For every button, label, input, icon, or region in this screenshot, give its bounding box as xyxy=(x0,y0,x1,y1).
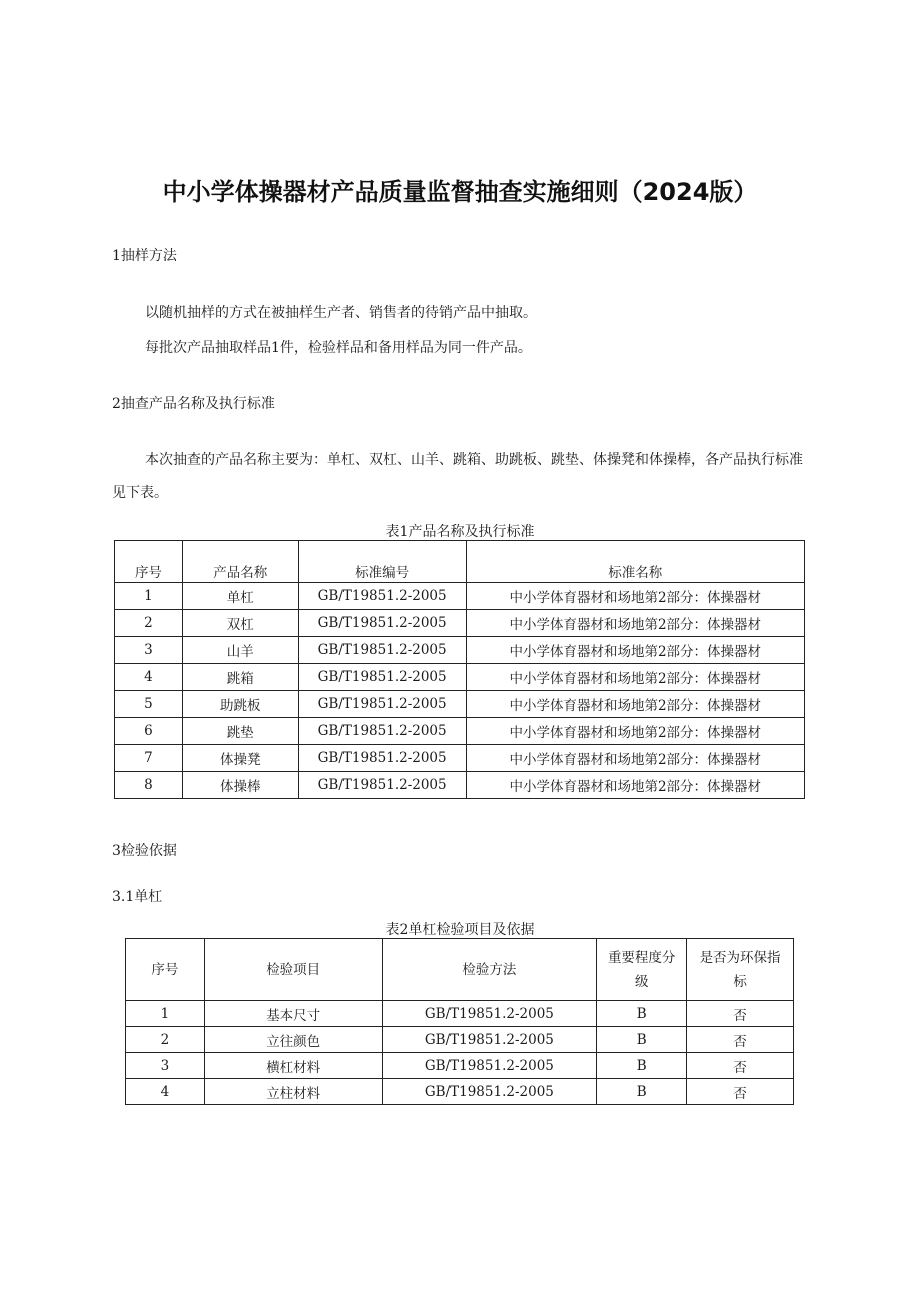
table-cell: GB/T19851.2-2005 xyxy=(382,1053,597,1079)
table-cell: 否 xyxy=(687,1001,794,1027)
section-1-heading: 1抽样方法 xyxy=(112,248,177,264)
table-cell: 中小学体育器材和场地第2部分：体操器材 xyxy=(466,583,804,610)
table-row xyxy=(115,691,805,718)
table-cell: B xyxy=(597,1027,687,1053)
table-cell: GB/T19851.2-2005 xyxy=(298,772,466,799)
table-row xyxy=(126,1053,794,1079)
table-cell: 5 xyxy=(115,691,183,718)
header-cell: 检验项目 xyxy=(204,939,382,1001)
table-row xyxy=(115,583,805,610)
page-title: 中小学体操器材产品质量监督抽查实施细则（2024版） xyxy=(162,178,758,206)
table-cell: 体操凳 xyxy=(182,745,298,772)
table-cell: 7 xyxy=(115,745,183,772)
table-cell: 2 xyxy=(126,1027,205,1053)
table-cell: 基本尺寸 xyxy=(204,1001,382,1027)
table-header-row xyxy=(115,541,805,583)
table-cell: GB/T19851.2-2005 xyxy=(298,583,466,610)
table-row xyxy=(115,718,805,745)
table-cell: 3 xyxy=(115,637,183,664)
table-cell: 跳垫 xyxy=(182,718,298,745)
table-cell: 助跳板 xyxy=(182,691,298,718)
section-2-heading: 2抽查产品名称及执行标准 xyxy=(112,396,275,412)
table-cell: 跳箱 xyxy=(182,664,298,691)
table-row xyxy=(126,1027,794,1053)
header-cell: 是否为环保指标 xyxy=(687,939,794,1001)
table-row xyxy=(115,610,805,637)
header-cell: 序号 xyxy=(115,541,183,583)
table-row xyxy=(115,772,805,799)
table-cell: B xyxy=(597,1079,687,1105)
header-cell: 产品名称 xyxy=(182,541,298,583)
paragraph: 以随机抽样的方式在被抽样生产者、销售者的待销产品中抽取。 xyxy=(145,305,537,321)
table-cell: 4 xyxy=(115,664,183,691)
table-cell: GB/T19851.2-2005 xyxy=(382,1079,597,1105)
table-cell: 3 xyxy=(126,1053,205,1079)
table-cell: GB/T19851.2-2005 xyxy=(382,1027,597,1053)
table-row xyxy=(115,745,805,772)
table-cell: 8 xyxy=(115,772,183,799)
table-cell: 6 xyxy=(115,718,183,745)
table-cell: GB/T19851.2-2005 xyxy=(298,718,466,745)
table-cell: 1 xyxy=(126,1001,205,1027)
table-row xyxy=(126,1001,794,1027)
table-cell: GB/T19851.2-2005 xyxy=(298,610,466,637)
paragraph: 本次抽查的产品名称主要为：单杠、双杠、山羊、跳箱、助跳板、跳垫、体操凳和体操棒，各产品执行标准见下表。 xyxy=(112,452,803,501)
table-cell: 否 xyxy=(687,1027,794,1053)
table-cell: 中小学体育器材和场地第2部分：体操器材 xyxy=(466,772,804,799)
table-cell: 体操棒 xyxy=(182,772,298,799)
table-cell: B xyxy=(597,1053,687,1079)
table-cell: GB/T19851.2-2005 xyxy=(298,745,466,772)
header-cell: 序号 xyxy=(126,939,205,1001)
table-cell: 中小学体育器材和场地第2部分：体操器材 xyxy=(466,691,804,718)
table-cell: 双杠 xyxy=(182,610,298,637)
table-row xyxy=(126,1079,794,1105)
table-cell: GB/T19851.2-2005 xyxy=(298,637,466,664)
header-cell: 检验方法 xyxy=(382,939,597,1001)
table-cell: 立往颜色 xyxy=(204,1027,382,1053)
table-cell: GB/T19851.2-2005 xyxy=(382,1001,597,1027)
header-cell: 标准名称 xyxy=(466,541,804,583)
table-cell: GB/T19851.2-2005 xyxy=(298,691,466,718)
section-3-1-heading: 3.1单杠 xyxy=(112,889,163,905)
table-cell: 中小学体育器材和场地第2部分：体操器材 xyxy=(466,610,804,637)
standards-table xyxy=(114,540,805,799)
table-cell: 否 xyxy=(687,1079,794,1105)
table-1-caption: 表1产品名称及执行标准 xyxy=(385,524,535,540)
table-cell: 立柱材料 xyxy=(204,1079,382,1105)
section-3-heading: 3检验依据 xyxy=(112,843,177,859)
table-row xyxy=(115,664,805,691)
inspection-table xyxy=(125,938,794,1105)
table-cell: 中小学体育器材和场地第2部分：体操器材 xyxy=(466,718,804,745)
table-cell: 1 xyxy=(115,583,183,610)
table-cell: 中小学体育器材和场地第2部分：体操器材 xyxy=(466,664,804,691)
table-cell: 否 xyxy=(687,1053,794,1079)
table-cell: 单杠 xyxy=(182,583,298,610)
table-cell: 中小学体育器材和场地第2部分：体操器材 xyxy=(466,637,804,664)
table-cell: 4 xyxy=(126,1079,205,1105)
header-cell: 标准编号 xyxy=(298,541,466,583)
table-cell: 2 xyxy=(115,610,183,637)
table-cell: 山羊 xyxy=(182,637,298,664)
table-row xyxy=(115,637,805,664)
table-cell: 中小学体育器材和场地第2部分：体操器材 xyxy=(466,745,804,772)
table-cell: 横杠材料 xyxy=(204,1053,382,1079)
table-cell: GB/T19851.2-2005 xyxy=(298,664,466,691)
table-cell: B xyxy=(597,1001,687,1027)
table-header-row xyxy=(126,939,794,1001)
paragraph: 每批次产品抽取样品1件，检验样品和备用样品为同一件产品。 xyxy=(145,340,532,356)
table-2-caption: 表2单杠检验项目及依据 xyxy=(385,922,535,938)
header-cell: 重要程度分级 xyxy=(597,939,687,1001)
